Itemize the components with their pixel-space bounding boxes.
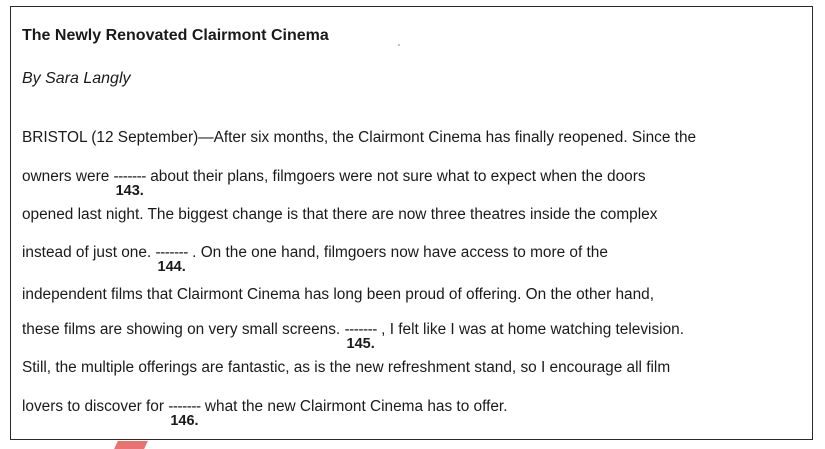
paragraph-line-8 (22, 397, 508, 429)
line-text: , I felt like I was at home watching television. (376, 321, 684, 338)
paragraph-line-6 (22, 320, 684, 352)
blank-number: 145. (346, 336, 375, 352)
blank-dashes: ------- (168, 398, 201, 415)
line-text: independent films that Clairmont Cinema has long been proud of offering. On the other hand, (22, 286, 654, 303)
line-text: opened last night. The biggest change is that there are now three theatres inside the complex (22, 206, 658, 223)
scan-speck (398, 44, 400, 46)
article-title: The Newly Renovated Clairmont Cinema (22, 27, 329, 44)
blank-143 (113, 167, 146, 199)
line-text: what the new Clairmont Cinema has to offer. (200, 398, 508, 415)
blank-146 (168, 397, 201, 429)
red-pen-mark (114, 441, 148, 449)
line-text: these films are showing on very small screens. (22, 321, 345, 338)
blank-number: 143. (115, 183, 144, 199)
line-text: instead of just one. (22, 244, 156, 261)
article-byline: By Sara Langly (22, 70, 131, 87)
paragraph-line-5 (22, 285, 654, 305)
blank-dashes: ------- (155, 244, 188, 261)
blank-dashes: ------- (344, 321, 377, 338)
paragraph-line-2 (22, 167, 646, 199)
blank-144 (155, 243, 188, 275)
paragraph-line-7 (22, 358, 670, 378)
paragraph-line-4 (22, 243, 608, 275)
paragraph-line-1 (22, 128, 696, 148)
line-text: . On the one hand, filmgoers now have access to more of the (187, 244, 608, 261)
paragraph-line-3 (22, 205, 657, 225)
blank-number: 144. (157, 259, 186, 275)
line-text: Still, the multiple offerings are fantastic, as is the new refreshment stand, so I encourage all film (22, 359, 671, 376)
blank-145 (344, 320, 377, 352)
line-text: owners were (22, 168, 114, 185)
line-text: about their plans, filmgoers were not sure what to expect when the doors (145, 168, 646, 185)
blank-dashes: ------- (113, 168, 146, 185)
blank-number: 146. (170, 413, 199, 429)
line-text: lovers to discover for (22, 398, 169, 415)
line-text: BRISTOL (12 September)—After six months, the Clairmont Cinema has finally reopened. Since the (22, 129, 697, 146)
